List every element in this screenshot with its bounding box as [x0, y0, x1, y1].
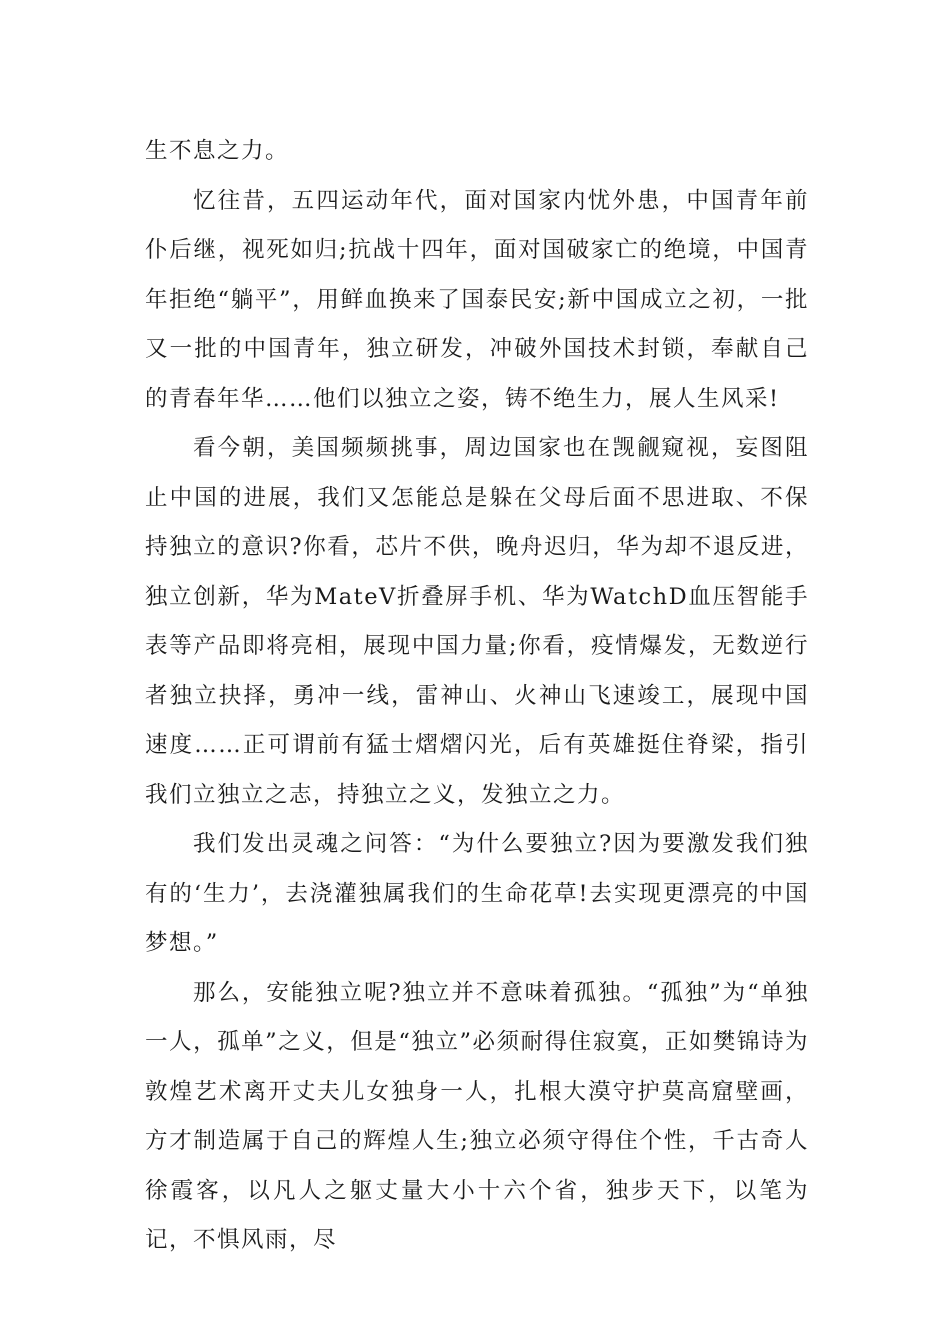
paragraph-soul-question: 我们发出灵魂之问答：“为什么要独立?因为要激发我们独有的‘生力’，去浇灌独属我们的生命花草!去实现更漂亮的中国梦想。”: [145, 831, 809, 956]
paragraph-present-day: 看今朝，美国频频挑事，周边国家也在觊觎窥视，妄图阻止中国的进展，我们又怎能总是躲在父母后面不思进取、不保持独立的意识?你看，芯片不供，晚舟迟归，华为却不退反进，独立创新，华为MateV折叠屏手机、华为WatchD血压智能手表等产品即将亮相，展现中国力量;你看，疫情爆发，无数逆行者独立抉择，勇冲一线，雷神山、火神山飞速竣工，展现中国速度……正可谓前有猛士熠熠闪光，后有英雄挺住脊梁，指引我们立独立之志，持独立之义，发独立之力。: [145, 435, 809, 808]
paragraph-continued: 生不息之力。: [145, 138, 290, 164]
document-body: [145, 127, 809, 1266]
paragraph-past-youth: 忆往昔，五四运动年代，面对国家内忧外患，中国青年前仆后继，视死如归;抗战十四年，面对国破家亡的绝境，中国青年拒绝“躺平”，用鲜血换来了国泰民安;新中国成立之初，一批又一批的中国青年，独立研发，冲破外国技术封锁，奉献自己的青春年华……他们以独立之姿，铸不绝生力，展人生风采!: [145, 187, 809, 412]
paragraph-how-independent: 那么，安能独立呢?独立并不意味着孤独。“孤独”为“单独一人，孤单”之义，但是“独立”必须耐得住寂寞，正如樊锦诗为敦煌艺术离开丈夫儿女独身一人，扎根大漠守护莫高窟壁画，方才制造属于自己的辉煌人生;独立必须守得住个性，千古奇人徐霞客，以凡人之躯丈量大小十六个省，独步天下，以笔为记，不惧风雨，尽: [145, 979, 809, 1253]
